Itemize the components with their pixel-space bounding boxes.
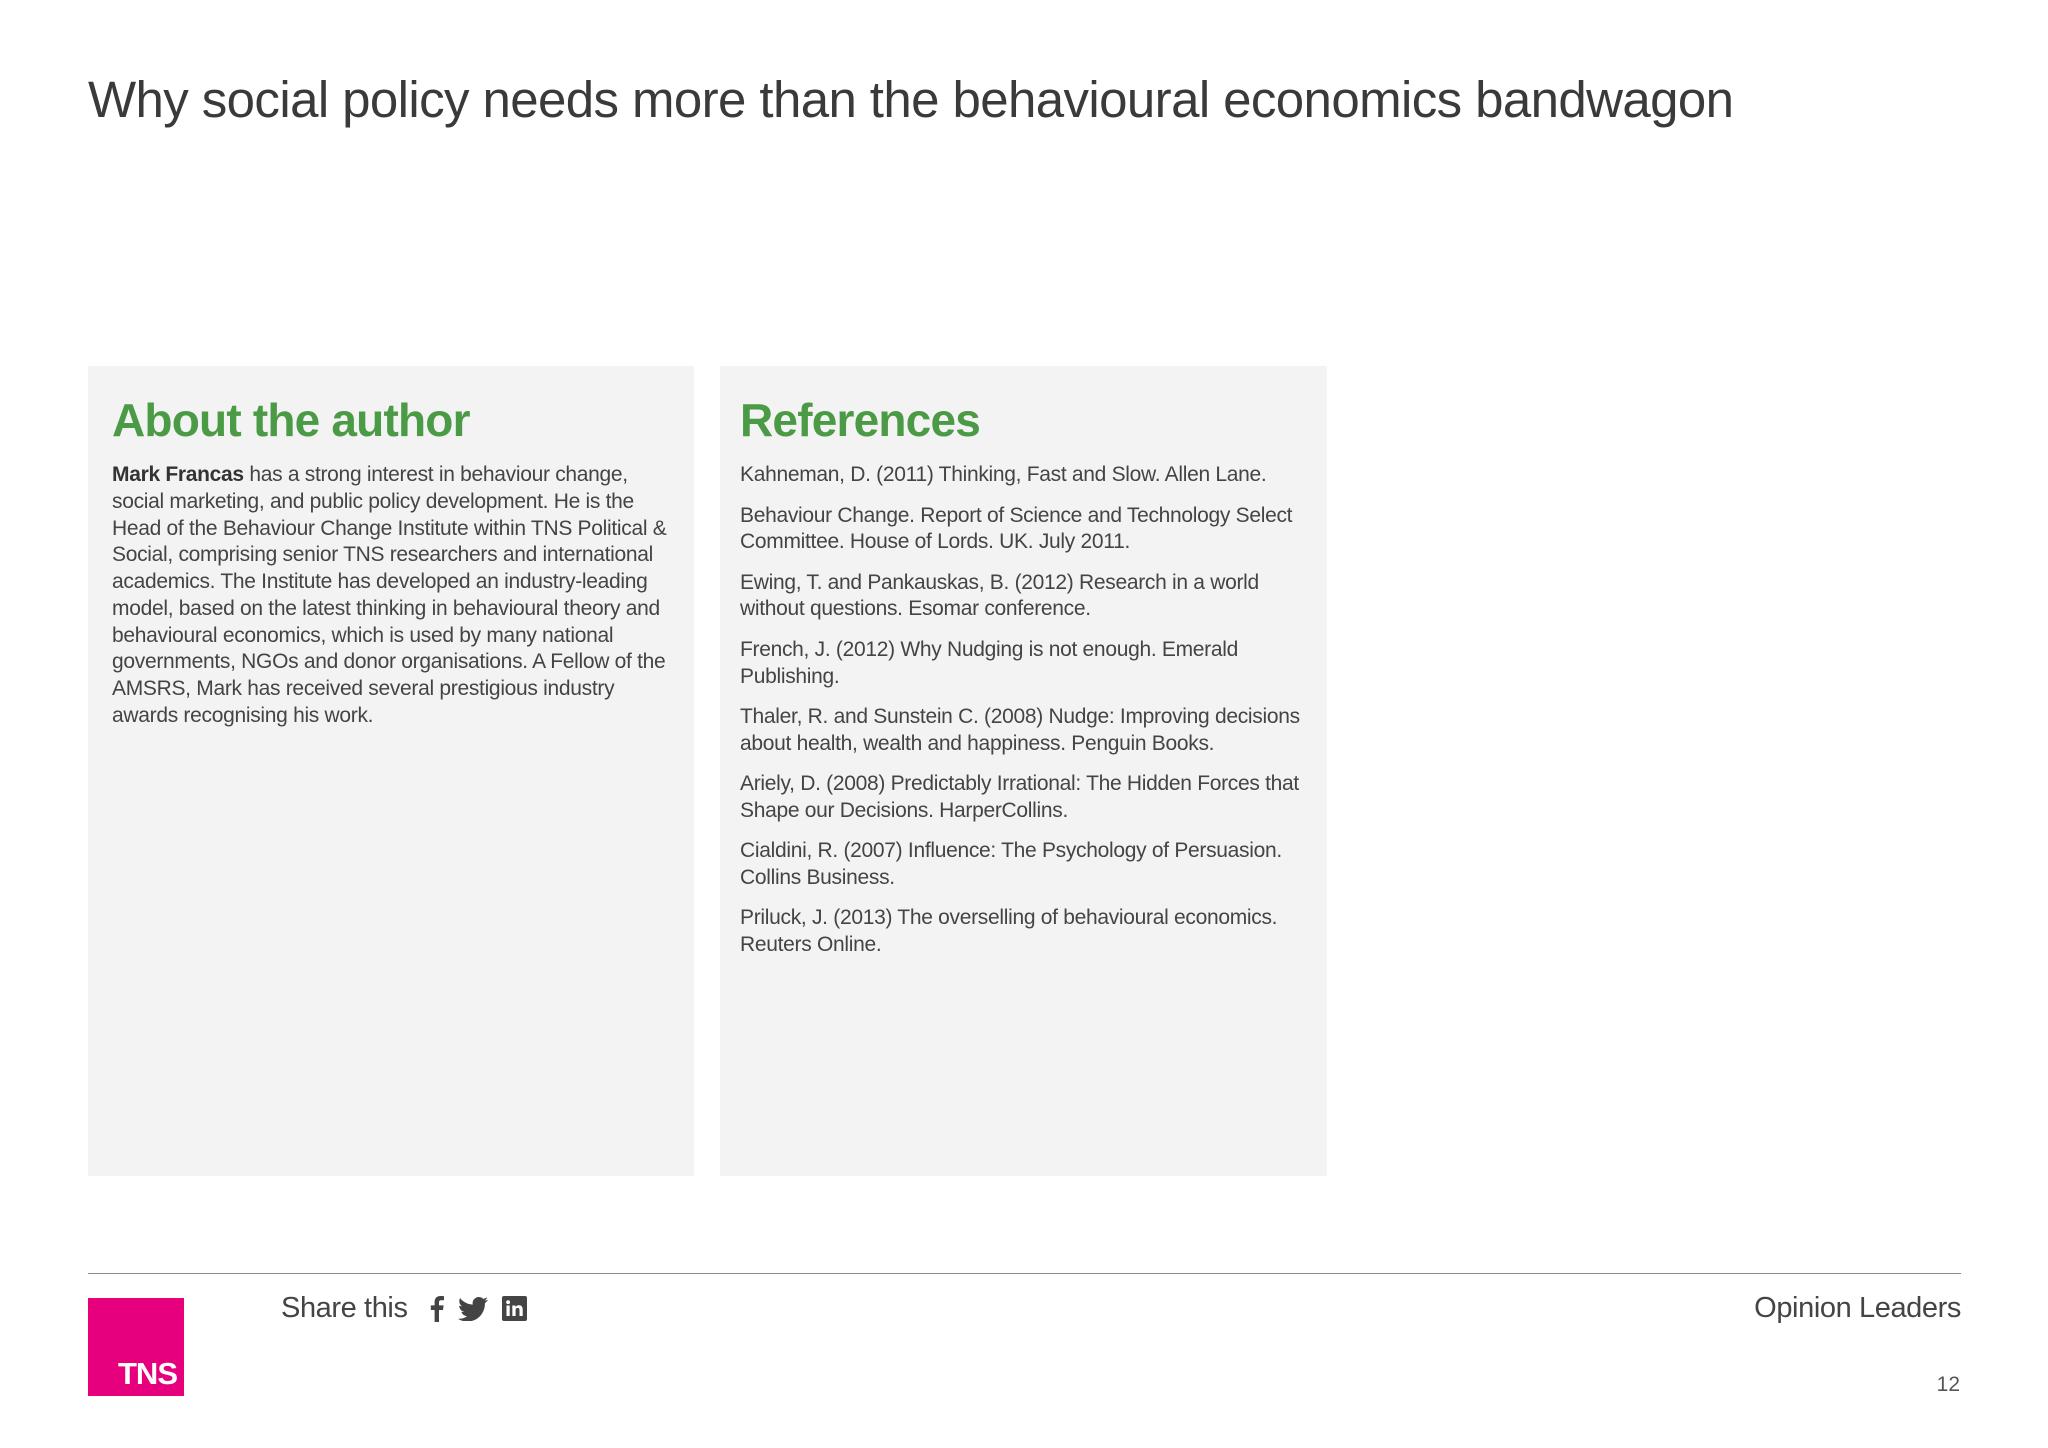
references-panel — [720, 366, 1327, 1176]
footer-divider — [88, 1273, 1961, 1274]
reference-item: Thaler, R. and Sunstein C. (2008) Nudge: Improving decisions about health, wealth and happiness. Penguin Books. — [740, 704, 1300, 755]
share-bar — [281, 1292, 541, 1325]
tns-logo-text: TNS — [118, 1356, 177, 1391]
author-bio-text: has a strong interest in behaviour change, social marketing, and public policy development. He is the Head of the Behaviour Change Institute within TNS Political & Social, comprising senior TNS researchers and international academics. The Institute has developed an industry-leading model, based on the latest thinking in behavioural theory and behavioural economics, which is used by many national governments, NGOs and donor organisations. A Fellow of the AMSRS, Mark has received several prestigious industry awards recognising his work. — [112, 463, 667, 727]
facebook-icon[interactable] — [430, 1296, 444, 1322]
about-author-panel — [88, 366, 694, 1176]
share-label: Share this — [281, 1292, 408, 1324]
references-heading: References — [740, 394, 981, 446]
brand-label: Opinion Leaders — [1754, 1292, 1961, 1324]
references-list — [740, 462, 1305, 958]
reference-item: Kahneman, D. (2011) Thinking, Fast and Slow. Allen Lane. — [740, 463, 1267, 487]
about-author-heading: About the author — [112, 394, 470, 446]
reference-item: French, J. (2012) Why Nudging is not enough. Emerald Publishing. — [740, 637, 1238, 688]
linkedin-icon[interactable] — [502, 1296, 527, 1321]
reference-item: Ariely, D. (2008) Predictably Irrational: The Hidden Forces that Shape our Decisions. HarperCollins. — [740, 771, 1299, 822]
reference-item: Ewing, T. and Pankauskas, B. (2012) Research in a world without questions. Esomar conference. — [740, 570, 1259, 621]
reference-item: Priluck, J. (2013) The overselling of behavioural economics. Reuters Online. — [740, 906, 1278, 956]
author-name: Mark Francas — [112, 463, 244, 487]
reference-item: Behaviour Change. Report of Science and Technology Select Committee. House of Lords. UK. July 2011. — [740, 503, 1293, 554]
tns-logo — [88, 1298, 184, 1396]
page-number: 12 — [1936, 1373, 1960, 1396]
author-bio — [112, 462, 670, 729]
reference-item: Cialdini, R. (2007) Influence: The Psychology of Persuasion. Collins Business. — [740, 839, 1282, 889]
twitter-icon[interactable] — [458, 1297, 488, 1321]
page-title: Why social policy needs more than the behavioural economics bandwagon — [88, 71, 1734, 128]
